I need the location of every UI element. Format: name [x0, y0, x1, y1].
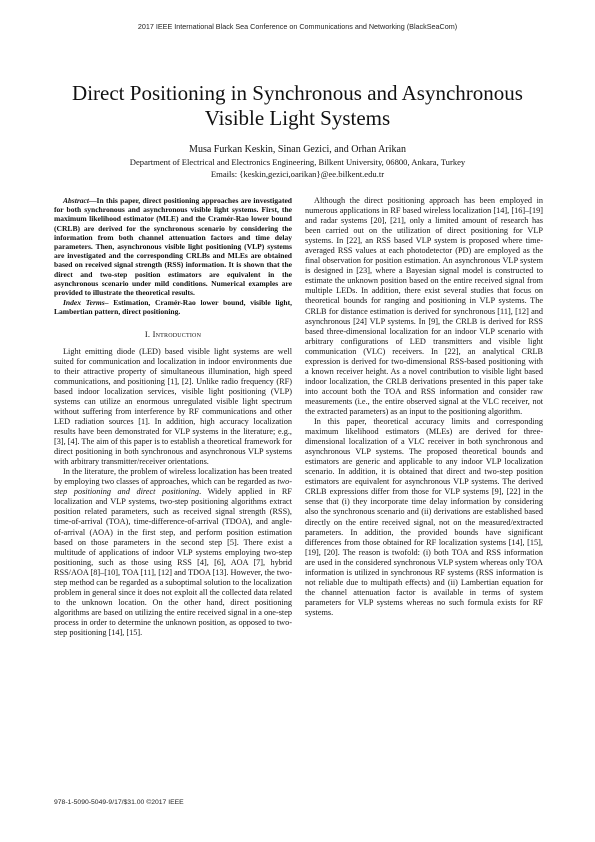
affiliation: Department of Electrical and Electronics Engineering, Bilkent University, 06800, Ankara, Turkey [129, 157, 466, 167]
index-terms [54, 298, 292, 316]
intro-paragraph-2 [54, 467, 292, 638]
abstract-label: Abstract [63, 196, 89, 205]
intro-paragraph-3: Although the direct positioning approach has been employed in numerous applications in RF based wireless localization [14], [16]–[19] and radar systems [20], [21], only a limited amount of research has been carried out on the utilization of direct positioning for VLP systems. In [22], an RSS based VLP system is proposed where time-averaged RSS values at each photodetector (PD) are employed as the final observation for position estimation. An asynchronous VLP system is designed in [23], where a Bayesian signal model is constructed to estimate the unknown position based on the entire received signal from multiple LEDs. In addition, there exist several studies that focus on theoretical bounds for ranging and positioning in VLP systems. The CRLB for distance estimation is derived for synchronous [11], [12] and asynchronous [24] VLP systems. In [9], the CRLB is derived for RSS based three-dimensional localization for an indoor VLP scenario with arbitrary configurations of LED transmitters and visible light communication (VLC) receivers. In [22], an analytical CRLB expression is derived for two-dimensional RSS-based positioning with a known receiver height. As a novel contribution to visible light based indoor localization, the CRLB derivations presented in this paper take into account both the TOA and RSS information and consider raw measurements (i.e., the entire observed signal at the VLC receiver, not the extracted parameters) as an input to the positioning algorithm. [305, 196, 543, 416]
intro-paragraph-1: Light emitting diode (LED) based visible light systems are well suited for communication and localization in indoor environments due to their attractive property of simultaneous illumination, high speed communications, and positioning [1], [2]. Unlike radio frequency (RF) based indoor localization services, visible light positioning (VLP) systems can utilize an enormous unregulated visible light spectrum without suffering from interference by RF communications and other LED radiation sources [1]. In addition, high accuracy localization results have been demonstrated for VLP systems in the literature; e.g., [3], [4]. The aim of this paper is to establish a theoretical framework for direct positioning in both synchronous and asynchronous VLP systems with arbitrary transmitter/receiver orientations. [54, 346, 292, 467]
authors: Musa Furkan Keskin, Sinan Gezici, and Orhan Arikan [189, 144, 406, 155]
intro-paragraph-4: In this paper, theoretical accuracy limits and corresponding maximum likelihood estimators (MLEs) are derived for three-dimensional localization of a VLC receiver in both synchronous and asynchronous VLP systems. The proposed theoretical bounds and estimators are generic and applicable to any indoor VLP localization scenario. In addition, it is obtained that direct and two-step position estimators are equivalent for asynchronous VLP systems. The derived CRLB expressions differ from those for VLP systems [9], [22] in the sense that (i) they incorporate time delay information by considering also the synchronous scenario and (ii) derivations are established based directly on the entire received signal, not on the measured/extracted parameters. In addition, the provided bounds have significant differences from those obtained for RF localization systems [14], [15], [19], [20]. The reason is twofold: (i) both TOA and RSS information are used in the considered synchronous VLP system whereas only TOA information is utilized in synchronous RF systems (RSS information is not reliable due to multipath effects) and (ii) Lambertian equation for the channel attenuation factor is available in terms of system parameters for VLP systems whereas no such formula exists for RF systems. [305, 417, 543, 617]
index-terms-text: – Estimation, Cramér-Rao lower bound, visible light, Lambertian pattern, direct positioning. [54, 298, 292, 317]
intro-paragraph-2-emphasis: two-step positioning and direct positioning [54, 477, 292, 497]
conference-header: 2017 IEEE International Black Sea Conference on Communications and Networking (BlackSeaCom) [137, 22, 458, 31]
section-heading-introduction [54, 329, 292, 339]
abstract [54, 196, 292, 297]
copyright-footer: 978-1-5090-5049-9/17/$31.00 ©2017 IEEE [54, 799, 184, 806]
left-column [54, 196, 292, 638]
emails: Emails: {keskin,gezici,oarikan}@ee.bilkent.edu.tr [210, 169, 385, 179]
index-terms-label: Index Terms [63, 298, 105, 308]
intro-paragraph-2-b: . Widely applied in RF localization and VLP systems, two-step positioning algorithms extract position related parameters, such as received signal strength (RSS), time-of-arrival (TOA), time-difference-of-arrival (TDOA), and angle-of-arrival (AOA) in the first step, and perform position estimation based on those parameters in the second step [5]. There exist a multitude of applications of indoor VLP systems employing two-step positioning, such as those using RSS [4], [6], AOA [7], hybrid RSS/AOA [8]–[10], TOA [11], [12] and TDOA [13]. However, the two-step method can be regarded as a suboptimal solution to the localization problem in general since it does not exploit all the collected data related to the unknown location. On the other hand, direct positioning algorithms are based on utilizing the entire received signal in a one-step process in order to determine the unknown position, as opposed to two-step positioning [14], [15]. [54, 487, 292, 637]
abstract-text: —In this paper, direct positioning approaches are investigated for both synchronous and asynchronous visible light systems. First, the maximum likelihood estimator (MLE) and the Cramér-Rao lower bound (CRLB) are derived for the synchronous scenario by considering the information from both channel attenuation factors and time delay parameters. Then, asynchronous visible light positioning (VLP) systems are investigated and the corresponding CRLBs and MLEs are obtained based on received signal strength (RSS) information. It is shown that the direct and two-step position estimators are equivalent in the asynchronous scenario under mild conditions. Numerical examples are provided to illustrate the theoretical results. [54, 196, 292, 298]
paper-title: Direct Positioning in Synchronous and Asynchronous Visible Light Systems [72, 81, 523, 130]
section-title: Introduction [152, 328, 202, 339]
section-number: I. [144, 328, 151, 339]
intro-paragraph-2-a: In the literature, the problem of wireless localization has been treated by employing two classes of approaches, which can be regarded as [54, 467, 292, 487]
right-column [305, 196, 543, 618]
